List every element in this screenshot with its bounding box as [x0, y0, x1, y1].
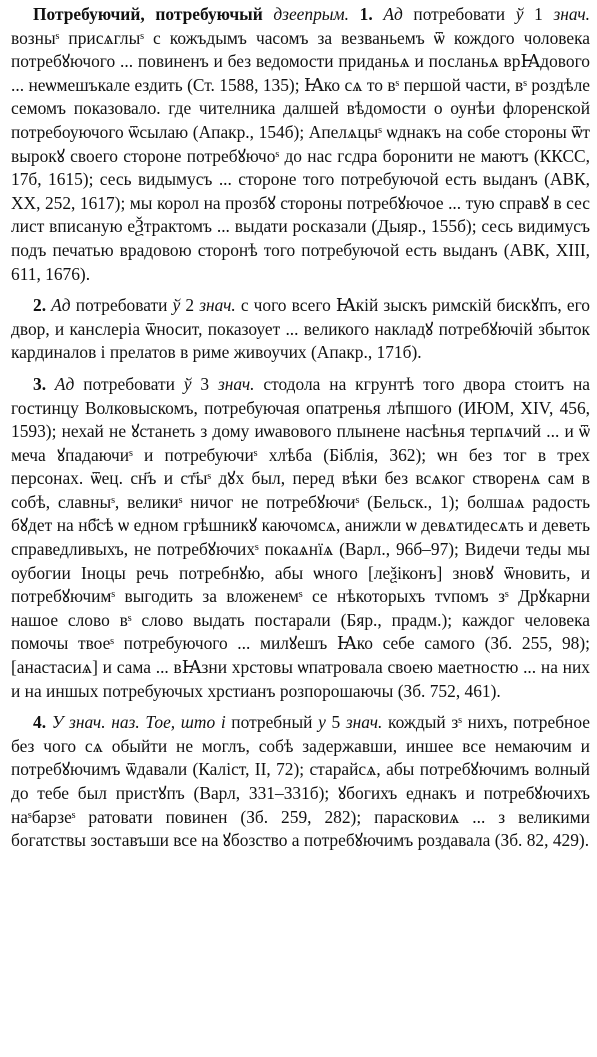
italic-label: ў: [172, 295, 181, 316]
italic-label: знач.: [553, 4, 590, 24]
text-run: 1: [523, 4, 554, 24]
italic-label: Ад: [372, 4, 403, 24]
text-run: потребовати: [70, 295, 173, 316]
text-run: кождый зˢ нихъ, потребное без чого сѧ обыйти не моглъ, собѣ задержавши, иншее все немаючим и потребꙋючимъ ѿдавали (Каліст, II, 72); старайсѧ, абы потребꙋючимъ волный до тебе был пристꙋпъ (Варл, 331–331б); ꙋбогихъ еднакъ и потребꙋючихъ наˢбарзеˢ ратовати повинен (Зб. 259, 282); парасковиѧ ... з великими богатствы зоставъши все на ꙋбозство а потребꙋючимъ роздавала (Зб. 82, 429).: [11, 712, 590, 851]
sense-1-paragraph: [11, 3, 590, 286]
sense-number: 1.: [359, 4, 373, 24]
sense-3-paragraph: [11, 373, 590, 703]
sense-number: 2.: [33, 295, 47, 316]
italic-label: У знач. наз. Тое, што і: [46, 712, 226, 733]
italic-label: Ад: [46, 373, 75, 394]
text-run: с чого всего Ꙗкій зыскъ римскій бискꙋпъ, его двор, и канслеріа ѿносит, показоует ... великого накладꙋ потребꙋючій збыток кардиналов і прелатов в риме живоучих (Апакр., 171б).: [11, 295, 590, 363]
sense-2-paragraph: [11, 294, 590, 365]
italic-label: у: [318, 712, 326, 733]
text-run: стодола на кгрунтѣ того двора стоитъ на гостинцу Волковыскомъ, потребуючая опатренья лѣпшого (ИЮМ, XIV, 456, 1593); нехай не ꙋстанеть з дому иѡавового плынене насѣнья терпѧчий ... и ѿ меча ꙋпадаючиˢ и потребуючиˢ хлѣба (Біблія, 362); ѡн без тог в трех персонах. ѿец. сн҃ъ и ст҃ыˢ дꙋх был, перед вѣки без всѧког створенѧ сам в собѣ, славныˢ, великиˢ ничог не потребꙋючиˢ (Бельск., 1); болшаѧ радость бꙋдет на нб҃сѣ ѡ едном грѣшникꙋ каючомсѧ, анижли ѡ девѧтидесѧть и деветь справедливыхъ, не потребꙋючихˢ покаѧнїѧ (Варл., 96б–97); Видечи теды мы оубогии Іноцы речь потребнꙋю, абы ѡного [леѯіконъ] зновꙋ ѿновить, и потребꙋючимˢ выгодить за вложенемˢ се нѣкоторыхъ тvпомъ зˢ Дрꙋкарни нашое слово вˢ слово выдать постарали (Бяр., прадм.); каждог человека помочы твоеˢ потребуючого ... милꙋешъ Ꙗко себе самого (Зб. 255, 98); [анастасиѧ] и сама ... вꙖзни хрстовы ѡпатровала своею маетностю ... на них и на иншых потребуючых хрстианъ розпорошаючы (Зб. 752, 461).: [11, 373, 590, 701]
sense-4-paragraph: [11, 711, 590, 853]
italic-label: знач.: [199, 295, 236, 316]
headword: Потребуючий, потребуючый: [33, 4, 263, 24]
italic-label: ў: [183, 373, 192, 394]
italic-label: знач.: [345, 712, 383, 733]
text-run: возныˢ присѧглыˢ с кожъдымъ часомъ за везваньемъ ѿ кождого чоловека потребꙋючого ... повиненъ и без ведомости приданьѧ и посланьѧ врꙖдового ... неѡмешъкале ездить (Ст. 1588, 135); Ꙗко сѧ то вˢ першой части, вˢ роздѣле семомъ показовало. где чителника далшей вѣдомости о оунѣи флоренской потребоуючого ѿсылаю (Апакр., 154б); Апелѧцыˢ ѡднакъ на собе стороны ѿт вырокꙋ своего стороне потребꙋючоˢ до нас гсдра боронити не маютъ (ККСС, 17б, 1615); сесь видымусъ ... стороне того потребуючой есть выданъ (АВК, XX, 252, 1617); мы корол на прозбꙋ стороны потребꙋючое ... тую справꙋ в сес лист вписаную еѮтрактомъ ... выдати росказали (Дыяр., 155б); сесь видимусъ подъ печатью врадовою сторонѣ того потребуючой есть выданъ (АВК, XIII, 611, 1676).: [11, 27, 590, 284]
text-run: 3: [191, 373, 218, 394]
text-run: 2: [180, 295, 200, 316]
sense-number: 4.: [33, 712, 47, 733]
sense-number: 3.: [33, 373, 47, 394]
text-run: потребовати: [74, 373, 184, 394]
text-run: потребовати: [402, 4, 516, 24]
text-run: потребный: [225, 712, 319, 733]
italic-label: ў: [515, 4, 524, 24]
italic-label: Ад: [46, 295, 71, 316]
text-run: 5: [325, 712, 346, 733]
italic-label: дзеeпрым.: [262, 4, 360, 24]
italic-label: знач.: [217, 373, 255, 394]
